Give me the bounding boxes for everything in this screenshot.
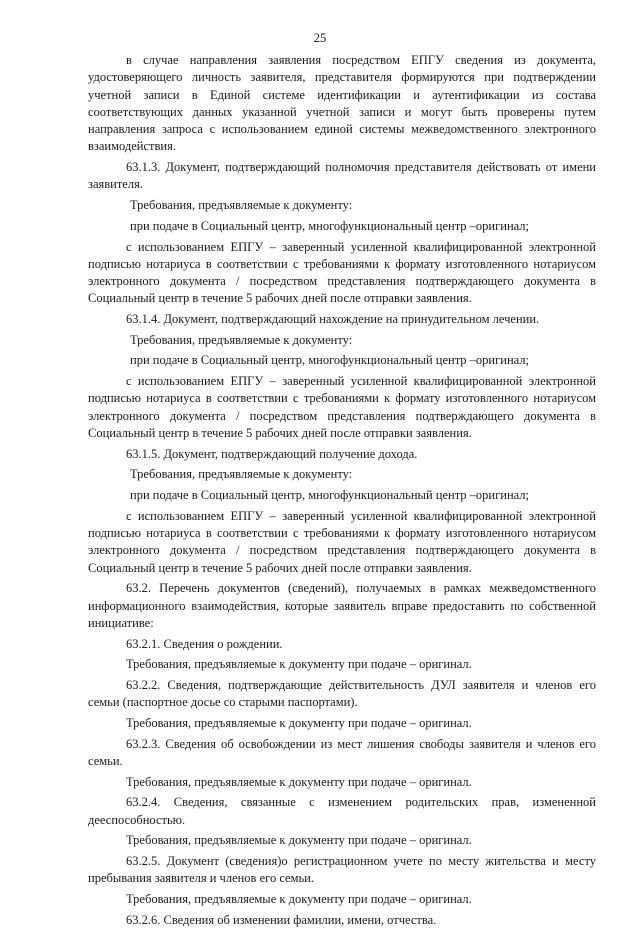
clause-heading: 63.2.1. Сведения о рождении. [126, 636, 283, 651]
paragraph: с использованием ЕПГУ – заверенный усиленной квалифицированной электронной подписью нотариуса в соответствии с требованиями к формату изготовленного нотариусом электронного документа / посредством представления подтверждающего документа в Социальный центр в течение 5 рабочих дней после отправки заявления. [88, 508, 596, 575]
clause-heading: 63.1.5. Документ, подтверждающий получение дохода. [126, 446, 418, 461]
paragraph: Требования, предъявляемые к документу при подаче – оригинал. [126, 892, 472, 907]
paragraph: при подаче в Социальный центр, многофункциональный центр –оригинал; [130, 218, 529, 233]
clause-heading: 63.1.3. Документ, подтверждающий полномочия представителя действовать от имени заявителя. [88, 160, 596, 192]
paragraph: Требования, предъявляемые к документу: [130, 467, 353, 482]
document-body [88, 52, 596, 932]
paragraph: при подаче в Социальный центр, многофункциональный центр –оригинал; [130, 488, 529, 503]
clause-heading: 63.2. Перечень документов (сведений), получаемых в рамках межведомственного информационного взаимодействия, которые заявитель вправе предоставить по собственной инициативе: [88, 581, 596, 630]
clause-heading: 63.1.4. Документ, подтверждающий нахождение на принудительном лечении. [126, 312, 540, 327]
paragraph: с использованием ЕПГУ – заверенный усиленной квалифицированной электронной подписью нотариуса в соответствии с требованиями к формату изготовленного нотариусом электронного документа / посредством представления подтверждающего документа в Социальный центр в течение 5 рабочих дней после отправки заявления. [88, 374, 596, 441]
paragraph: Требования, предъявляемые к документу при подаче – оригинал. [126, 774, 472, 789]
clause-heading: 63.2.3. Сведения об освобождении из мест лишения свободы заявителя и членов его семьи. [88, 736, 596, 769]
paragraph: Требования, предъявляемые к документу при подаче – оригинал. [126, 833, 472, 848]
clause-heading: 63.2.6. Сведения об изменении фамилии, имени, отчества. [126, 912, 437, 927]
paragraph: Требования, предъявляемые к документу: [130, 198, 353, 213]
paragraph: с использованием ЕПГУ – заверенный усиленной квалифицированной электронной подписью нотариуса в соответствии с требованиями к формату изготовленного нотариусом электронного документа / посредством представления подтверждающего документа в Социальный центр в течение 5 рабочих дней после отправки заявления. [88, 239, 596, 306]
paragraph: в случае направления заявления посредством ЕПГУ сведения из документа, удостоверяющего личность заявителя, представителя формируются при подтверждении учетной записи в Единой системе идентификации и аутентификации из состава соответствующих данных указанной учетной записи и могут быть проверены путем направления запроса с использованием единой системы межведомственного электронного взаимодействия. [88, 53, 596, 154]
paragraph: Требования, предъявляемые к документу при подаче – оригинал. [126, 716, 472, 731]
paragraph: Требования, предъявляемые к документу при подаче – оригинал. [126, 657, 472, 672]
page-number: 25 [313, 31, 327, 45]
paragraph: при подаче в Социальный центр, многофункциональный центр –оригинал; [130, 353, 529, 368]
clause-heading: 63.2.5. Документ (сведения)о регистрационном учете по месту жительства и месту пребывания заявителя и членов его семьи. [88, 854, 596, 886]
paragraph: Требования, предъявляемые к документу: [130, 332, 353, 347]
clause-heading: 63.2.2. Сведения, подтверждающие действительность ДУЛ заявителя и членов его семьи (паспортное досье со старыми паспортами). [88, 678, 596, 710]
clause-heading: 63.2.4. Сведения, связанные с изменением родительских прав, измененной дееспособностью. [88, 795, 596, 827]
